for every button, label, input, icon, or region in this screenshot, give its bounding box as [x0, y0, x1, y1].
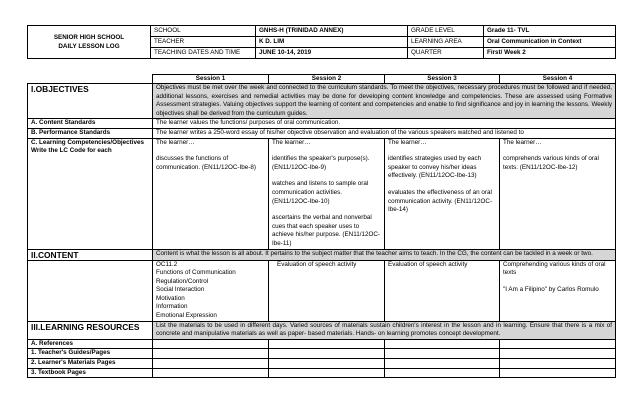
learners-materials-cell — [153, 359, 269, 369]
log-title-line2: DAILY LESSON LOG — [58, 43, 120, 50]
quarter-label: QUARTER — [408, 48, 484, 59]
content-line: OC11.2 — [156, 260, 178, 268]
session-1-header: Session 1 — [153, 75, 269, 84]
content-line: "I Am a Filipino" by Carlos Romulo — [503, 285, 599, 293]
textbook-cell — [269, 368, 385, 378]
learners-materials-cell — [269, 359, 385, 369]
objectives-description: Objectives must be met over the week and connected to the curriculum standards. To meet the objectives, necessary procedures must be followed and if needed, additional lessons, exercises and remedial activities may be done for developing content knowledge and competencies. These are assessed using Formative Assessment strategies. Valuing objectives support the learning of content and competencies and enable to find significance and joy in learning the lessons. Weekly objectives shall be derived from the curriculum guides. — [153, 84, 616, 119]
log-title — [28, 26, 151, 59]
competency-item: watches and listens to sample oral communication activities. (EN11/12OC-Ibe-10) — [272, 180, 369, 205]
dates-value: JUNE 10-14, 2019 — [256, 48, 408, 59]
competency-item: evaluates the effectiveness of an oral communication activity. (EN11/12OC-Ibe-14) — [388, 188, 493, 214]
resources-row — [28, 321, 616, 339]
resources-heading: III.LEARNING RESOURCES — [28, 321, 153, 339]
references-cell — [153, 339, 269, 349]
teacher-value: K D. LIM — [256, 37, 408, 48]
content-line: Regulation/Control — [156, 277, 209, 285]
competency-item: ascertains the verbal and nonverbal cues that each speaker uses to achieve his/her purpose. (EN11/12OC-Ibe-11) — [272, 214, 381, 247]
objectives-row — [28, 84, 616, 119]
competency-session-3 — [385, 138, 500, 249]
competency-item: discusses the functions of communication. (EN11/12OC-Ibe-8) — [156, 155, 256, 171]
area-label: LEARNING AREA — [408, 37, 484, 48]
objectives-heading: I.OBJECTIVES — [28, 84, 153, 119]
session-4-header: Session 4 — [500, 75, 616, 84]
content-standards-value: The learner values the functions/ purposes of oral communication. — [153, 119, 616, 129]
teachers-guide-cell — [385, 349, 500, 359]
content-standards-label: A. Content Standards — [28, 119, 153, 129]
grade-label: GRADE LEVEL — [408, 26, 484, 37]
dates-label: TEACHING DATES AND TIME — [151, 48, 256, 59]
performance-standards-value: The learner writes a 250-word essay of his/her objective observation and evaluation of the various speakers watched and listened to — [153, 128, 616, 138]
content-standards-row — [28, 119, 616, 129]
textbook-row — [28, 368, 616, 378]
references-cell — [385, 339, 500, 349]
content-line: Social Interaction — [156, 286, 205, 294]
teachers-guide-cell — [153, 349, 269, 359]
content-row — [28, 249, 616, 260]
content-topics-row — [28, 260, 616, 321]
competency-item: comprehends various kinds of oral texts. (EN11/12OC-Ibe-12) — [503, 155, 599, 171]
competencies-label-line2: Write the LC Code for each — [31, 147, 112, 155]
school-label: SCHOOL — [151, 26, 256, 37]
references-label: A. References — [28, 339, 153, 349]
learners-materials-cell — [500, 359, 616, 369]
competencies-row — [28, 138, 616, 249]
content-session-4 — [500, 260, 616, 321]
content-session-1 — [153, 260, 269, 321]
competency-item: identifies strategies used by each speaker to convey his/her ideas effectively. (EN11/12OC-Ibe-13) — [388, 155, 482, 180]
competency-intro: The learner… — [156, 138, 195, 146]
quarter-value: First/ Week 2 — [484, 48, 616, 59]
teachers-guide-row — [28, 349, 616, 359]
teachers-guide-label: 1. Teacher's Guides/Pages — [28, 349, 153, 359]
textbook-cell — [385, 368, 500, 378]
blank-corner — [28, 75, 153, 84]
content-line: Motivation — [156, 294, 185, 302]
resources-description: List the materials to be used in different days. Varied sources of materials sustain children's interest in the lesson and in learning. Ensure that there is a mix of concrete and manipulative materials as well as paper- based materials. Hands- on learning promotes concept development. — [153, 321, 616, 339]
references-cell — [269, 339, 385, 349]
content-description: Content is what the lesson is all about. It pertains to the subject matter that the teacher aims to teach. In the CG, the content can be tackled in a week or two. — [153, 249, 616, 260]
competency-item: identifies the speaker's purpose(s). (EN11/12OC-Ibe-9) — [272, 155, 370, 171]
log-title-line1: SENIOR HIGH SCHOOL — [53, 34, 125, 41]
references-cell — [500, 339, 616, 349]
competency-session-4 — [500, 138, 616, 249]
lesson-table — [27, 74, 616, 378]
content-heading: II.CONTENT — [28, 249, 153, 260]
textbook-cell — [500, 368, 616, 378]
competency-session-2 — [269, 138, 385, 249]
area-value: Oral Communication in Context — [484, 37, 616, 48]
content-session-3: Evaluation of speech activity — [385, 260, 500, 321]
competency-intro: The learner… — [503, 138, 542, 146]
learners-materials-cell — [385, 359, 500, 369]
performance-standards-row — [28, 128, 616, 138]
teachers-guide-cell — [269, 349, 385, 359]
grade-value: Grade 11- TVL — [484, 26, 616, 37]
competency-intro: The learner… — [272, 138, 311, 146]
session-3-header: Session 3 — [385, 75, 500, 84]
header-table — [27, 25, 616, 59]
textbook-cell — [153, 368, 269, 378]
competencies-label-line1: C. Learning Competencies/Objectives — [31, 138, 145, 146]
content-line: Comprehending various kinds of oral texts — [503, 260, 606, 277]
performance-standards-label: B. Performance Standards — [28, 128, 153, 138]
school-value: GNHS-H (TRINIDAD ANNEX) — [256, 26, 408, 37]
references-row — [28, 339, 616, 349]
textbook-label: 3. Textbook Pages — [28, 368, 153, 378]
competency-intro: The learner… — [388, 138, 427, 146]
session-2-header: Session 2 — [269, 75, 385, 84]
content-line: Information — [156, 303, 188, 311]
teacher-label: TEACHER — [151, 37, 256, 48]
learners-materials-label: 2. Learner's Materials Pages — [28, 359, 153, 369]
content-line: Functions of Communication — [156, 269, 236, 277]
competencies-label — [28, 138, 153, 249]
content-line: Emotional Expression — [156, 312, 217, 320]
teachers-guide-cell — [500, 349, 616, 359]
session-header-row — [28, 75, 616, 84]
learners-materials-row — [28, 359, 616, 369]
competency-session-1 — [153, 138, 269, 249]
content-session-2: Evaluation of speech activity — [269, 260, 385, 321]
content-topics-blank — [28, 260, 153, 321]
